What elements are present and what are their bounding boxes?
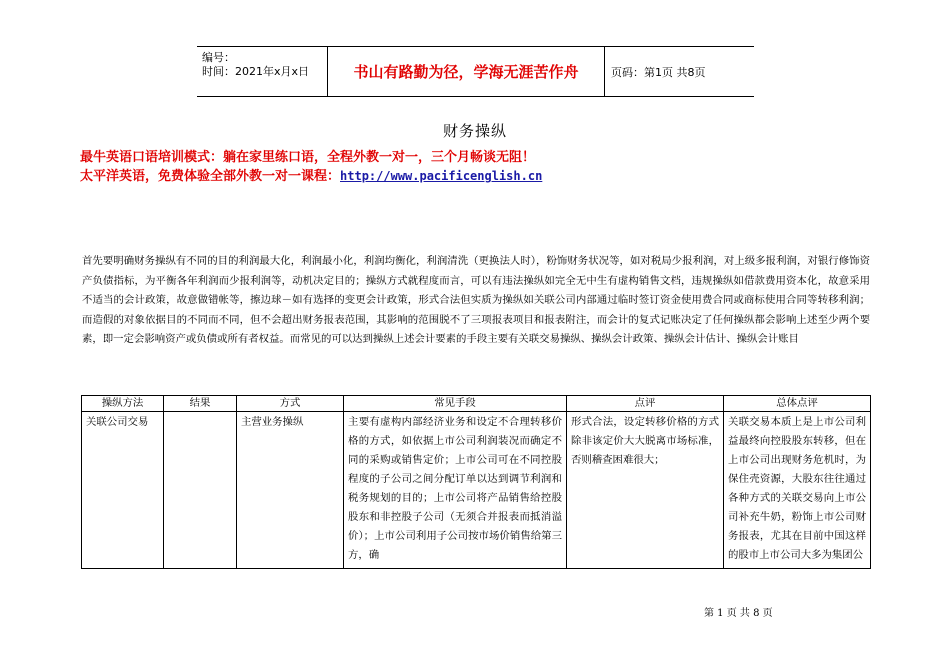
header-motto: 书山有路勤为径，学海无涯苦作舟 (353, 63, 579, 81)
document-title: 财务操纵 (442, 122, 507, 140)
cell-means: 主要有虚构内部经济业务和设定不合理转移价格的方式，如依据上市公司利润装况而确定不同的采购或销售定价；上市公司可在不同控股程度的子公司之间分配订单以达到调节利润和税务规划的目的；上市公司将产品销售给控股股东和非控股子公司（无须合并报表而抵消溢价）；上市公司利用子公司按市场价销售给第三方，确 (344, 412, 567, 569)
promo-line-2-text: 太平洋英语，免费体验全部外教一对一课程： (80, 169, 341, 184)
header-number-label: 编号： (202, 51, 235, 64)
header-time-label: 时间：2021年x月x日 (202, 65, 310, 78)
cell-comment: 形式合法，设定转移价格的方式除非该定价大大脱离市场标准，否则稽查困难很大； (567, 412, 724, 569)
col-header-overall: 总体点评 (724, 396, 871, 412)
col-header-means: 常见手段 (344, 396, 567, 412)
header-top-rule (197, 46, 754, 47)
cell-method: 关联公司交易 (82, 412, 164, 569)
manipulation-table (81, 395, 871, 569)
col-header-comment: 点评 (567, 396, 724, 412)
promo-link[interactable]: http://www.pacificenglish.cn (340, 169, 543, 183)
cell-mode: 主营业务操纵 (237, 412, 344, 569)
page-footer: 第 1 页 共 8 页 (704, 608, 773, 619)
header-bottom-rule (197, 96, 754, 97)
promo-line-1: 最牛英语口语培训模式：躺在家里练口语，全程外教一对一，三个月畅谈无阻！ (80, 150, 536, 165)
promo-line-2 (80, 168, 542, 185)
col-header-result: 结果 (164, 396, 237, 412)
table-header-row (82, 396, 871, 412)
cell-result (164, 412, 237, 569)
table-row (82, 412, 871, 569)
header-page-info: 页码：第1页 共8页 (611, 66, 706, 79)
col-header-mode: 方式 (237, 396, 344, 412)
cell-overall: 关联交易本质上是上市公司利益最终向控股股东转移，但在上市公司出现财务危机时，为保住壳资源，大股东往往通过各种方式的关联交易向上市公司补充牛奶，粉饰上市公司财务报表，尤其在目前中国这样的股市上市公司大多为集团公 (724, 412, 871, 569)
intro-paragraph: 首先要明确财务操纵有不同的目的利润最大化，利润最小化，利润均衡化，利润清洗（更换法人时），粉饰财务状况等，如对税局少报利润，对上级多报利润，对银行修饰资产负债指标，为平衡各年利润而少报利润等，动机决定目的；操纵方式就程度而言，可以有违法操纵如完全无中生有虚构销售文档，违规操纵如借款费用资本化，故意采用不适当的会计政策，故意做错帐等，擦边球－如有选择的变更会计政策，形式合法但实质为操纵如关联公司内部通过临时签订资金使用费合同或商标使用合同等转移利润；而造假的对象依据目的不同而不同，但不会超出财务报表范围，其影响的范围脱不了三项报表项目和报表附注，而会计的复式记账决定了任何操纵都会影响上述至少两个要素，即一定会影响资产或负债或所有者权益。而常见的可以达到操纵上述会计要素的手段主要有关联交易操纵、操纵会计政策、操纵会计估计、操纵会计账目 (82, 255, 870, 346)
col-header-method: 操纵方法 (82, 396, 164, 412)
